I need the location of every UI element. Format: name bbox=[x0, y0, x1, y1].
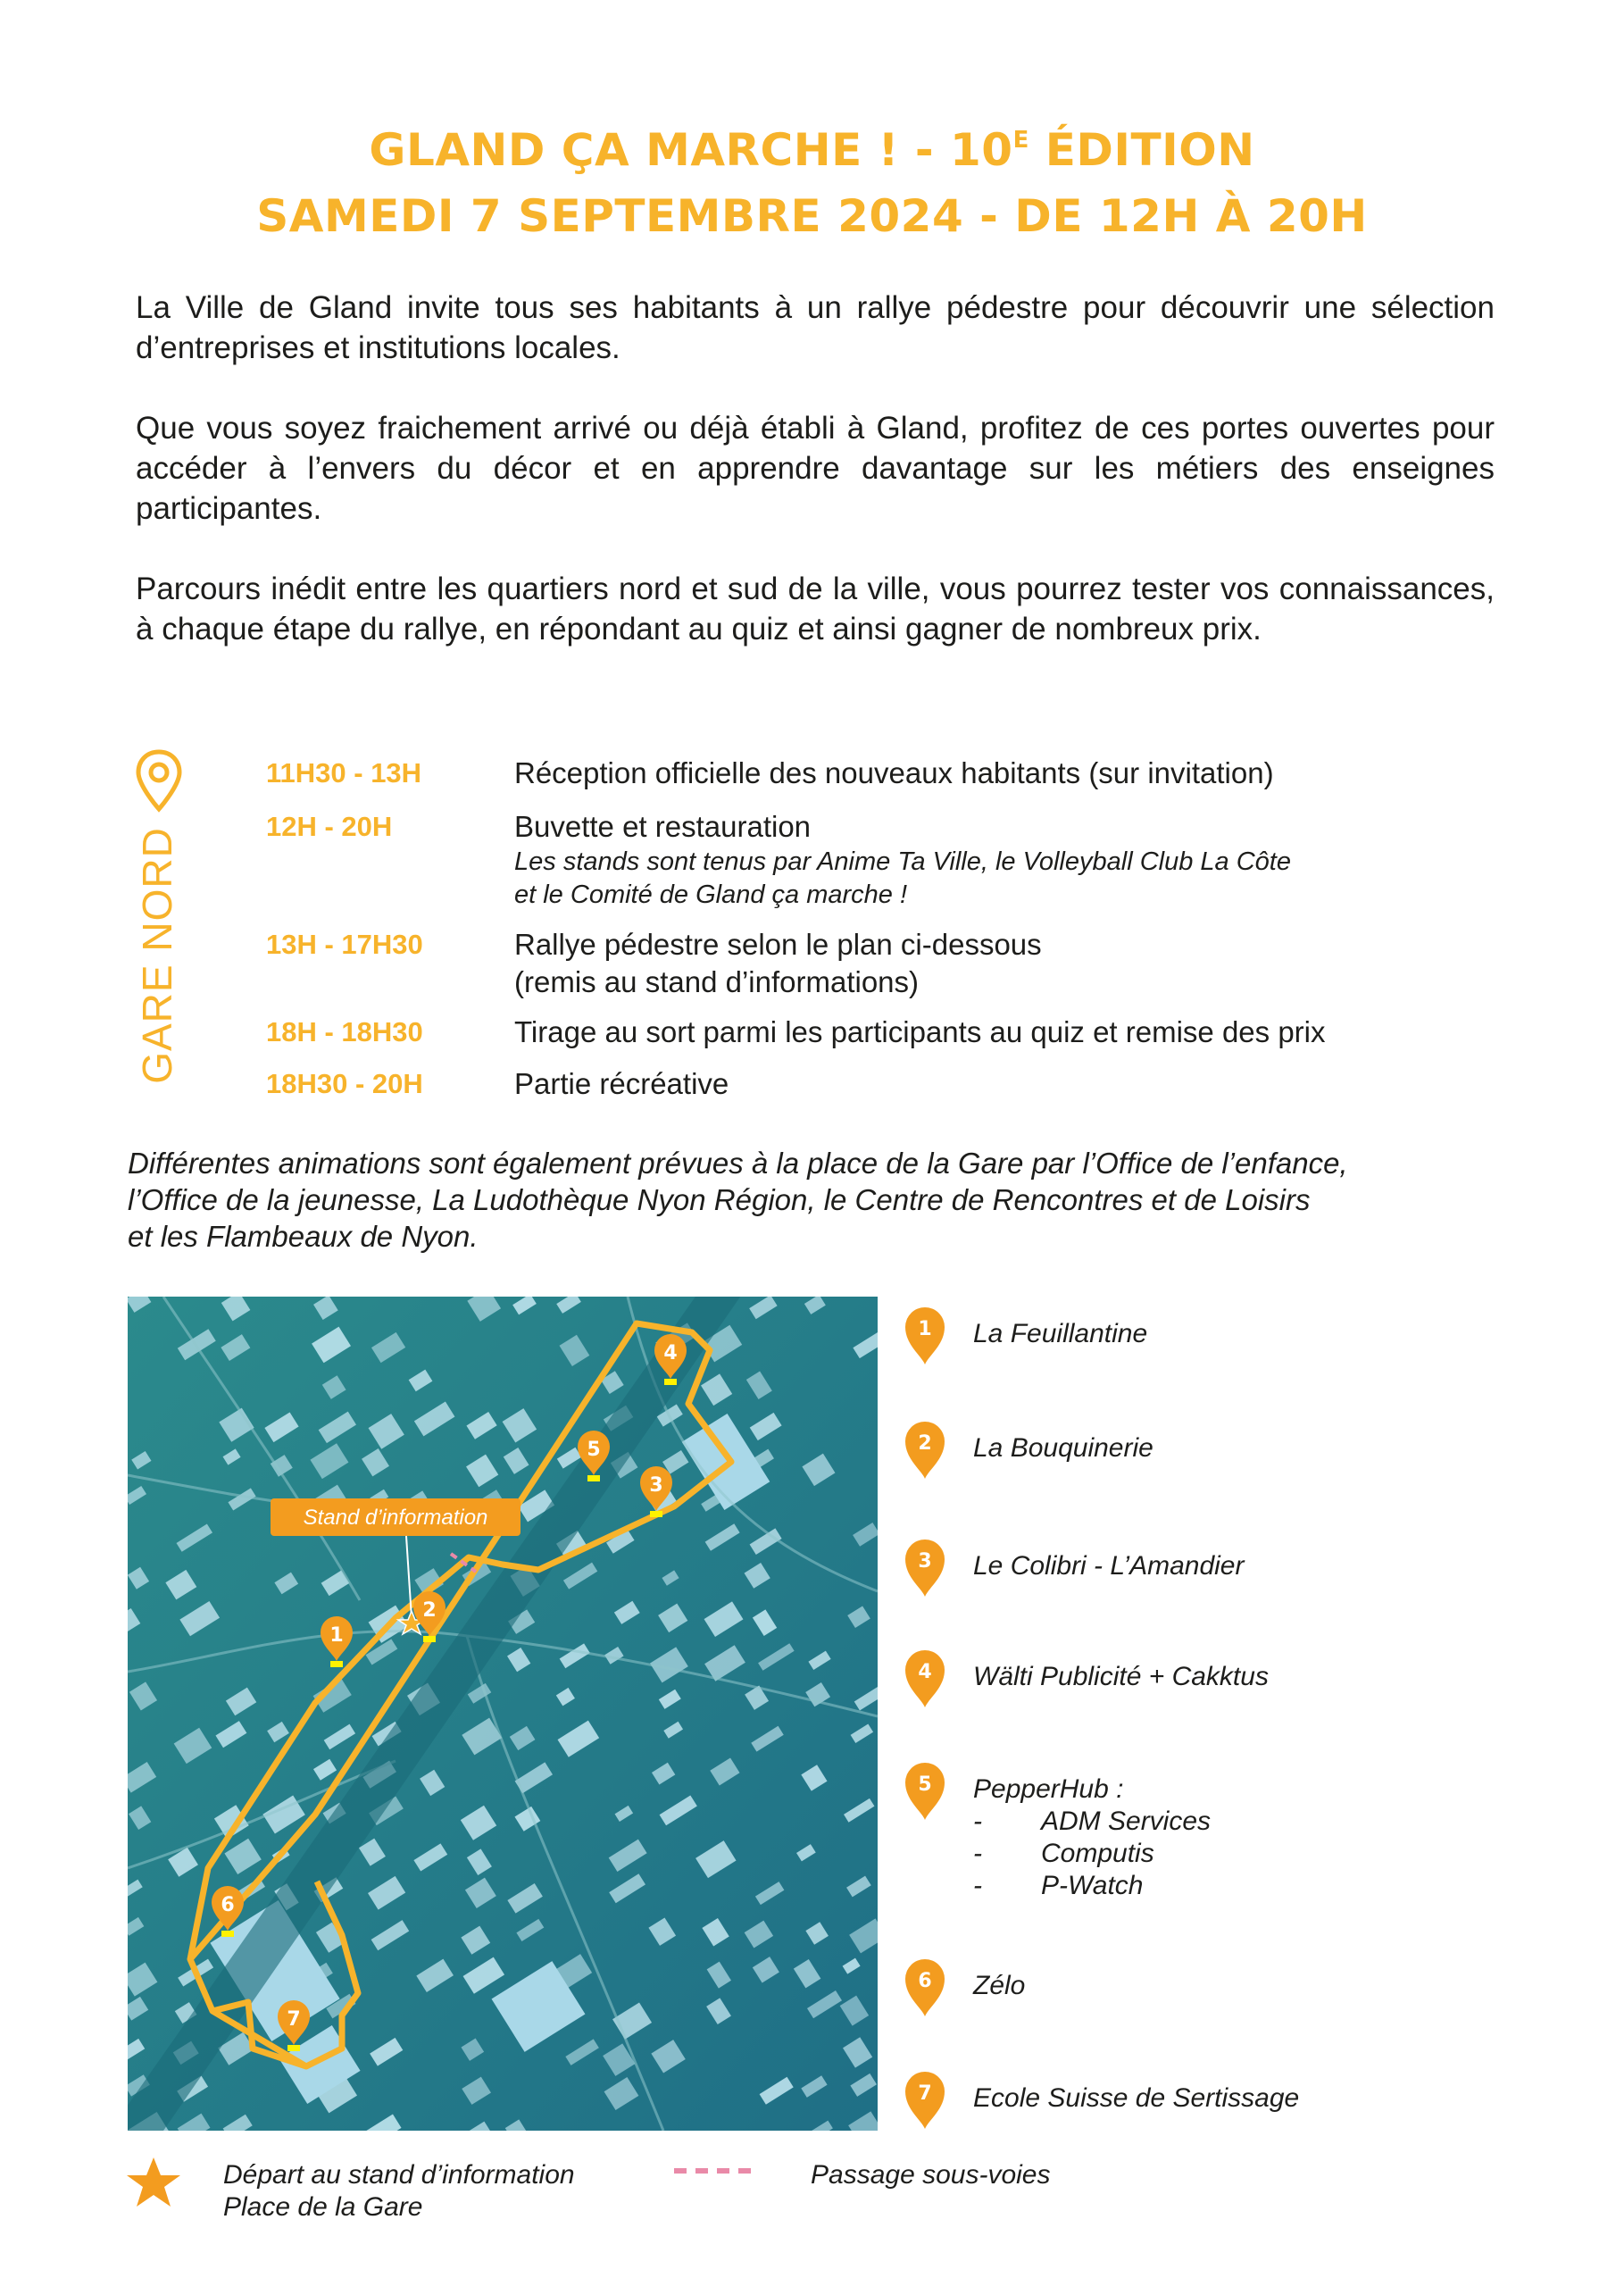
poi-name bbox=[973, 1432, 1153, 1464]
map-marker-label: 2 bbox=[422, 1599, 437, 1622]
poi-sub-name: ADM Services bbox=[1041, 1807, 1212, 1836]
title-line-2: SAMEDI 7 SEPTEMBRE 2024 - DE 12H À 20H bbox=[256, 190, 1368, 242]
start-star-icon bbox=[125, 2156, 182, 2209]
schedule-time: 18H30 - 20H bbox=[266, 1068, 423, 1099]
schedule-desc: Réception officielle des nouveaux habitants (sur invitation) bbox=[514, 756, 1274, 789]
stand-info-label: Stand d’information bbox=[303, 1506, 488, 1530]
title-superscript: E bbox=[1012, 127, 1029, 154]
map-marker-label: 6 bbox=[221, 1894, 235, 1916]
intro-paragraph-3: Parcours inédit entre les quartiers nord et sud de la ville, vous pourrez tester vos connaissances, à chaque étape du rallye, en répondant au quiz et ainsi gagner de nombreux prix. bbox=[136, 572, 1495, 647]
marker-number: 4 bbox=[918, 1661, 932, 1683]
schedule-time: 11H30 - 13H bbox=[266, 757, 422, 789]
map-marker-label: 4 bbox=[663, 1342, 678, 1364]
poi-sub-dash: - bbox=[973, 1839, 982, 1868]
schedule-desc bbox=[514, 808, 1516, 912]
poi-sub-item bbox=[973, 1838, 1211, 1870]
schedule-row bbox=[266, 755, 1516, 808]
poi-name bbox=[973, 1970, 1025, 2002]
schedule-desc bbox=[514, 926, 1516, 1001]
intro-text bbox=[136, 288, 1495, 689]
marker-pin-icon bbox=[904, 1761, 946, 1822]
animations-note bbox=[128, 1145, 1520, 1255]
marker-number: 7 bbox=[918, 2082, 932, 2105]
poi-sub-item bbox=[973, 1806, 1211, 1838]
intro-paragraph-2: Que vous soyez fraichement arrivé ou déjà établi à Gland, profitez de ces portes ouvertes pour accéder à l’envers du décor et en apprendre davantage sur les métiers des enseignes participantes. bbox=[136, 411, 1495, 526]
map-marker-base bbox=[221, 1931, 234, 1937]
schedule-time: 12H - 20H bbox=[266, 811, 393, 842]
poi-name-text: Ecole Suisse de Sertissage bbox=[973, 2083, 1300, 2113]
poi-name-text: Wälti Publicité + Cakktus bbox=[973, 1662, 1269, 1691]
animations-line: et les Flambeaux de Nyon. bbox=[128, 1220, 479, 1253]
map-marker-base bbox=[423, 1636, 436, 1642]
poi-name bbox=[973, 1318, 1147, 1350]
poi-sub-item bbox=[973, 1870, 1211, 1902]
marker-number: 5 bbox=[918, 1773, 932, 1796]
map-marker-label: 5 bbox=[587, 1439, 601, 1461]
title-line-1 bbox=[0, 107, 1624, 183]
legend-underpass: Passage sous-voies bbox=[811, 2160, 1051, 2190]
map-marker-label: 7 bbox=[287, 2008, 301, 2031]
schedule-time: 13H - 17H30 bbox=[266, 929, 423, 960]
underpass-dash-icon bbox=[674, 2166, 760, 2175]
legend-start-line: Place de la Gare bbox=[223, 2192, 423, 2222]
poi-name-text: Le Colibri - L’Amandier bbox=[973, 1551, 1245, 1581]
location-pin-icon bbox=[134, 748, 184, 813]
schedule-row bbox=[266, 808, 1516, 926]
poi-name-text: PepperHub : bbox=[973, 1774, 1124, 1804]
poi-name bbox=[973, 1661, 1269, 1693]
map-marker-base bbox=[587, 1475, 600, 1481]
schedule-desc: Partie récréative bbox=[514, 1067, 729, 1100]
schedule-desc-main: Rallye pédestre selon le plan ci-dessous bbox=[514, 928, 1042, 961]
marker-number: 3 bbox=[918, 1550, 932, 1573]
map-marker-label: 1 bbox=[329, 1624, 344, 1647]
title-part: GLAND ÇA MARCHE ! - 10 bbox=[369, 124, 1013, 176]
marker-number: 1 bbox=[918, 1318, 932, 1340]
map-marker-label: 3 bbox=[649, 1474, 663, 1497]
poi-name-text: La Feuillantine bbox=[973, 1319, 1148, 1348]
schedule-desc: Tirage au sort parmi les participants au quiz et remise des prix bbox=[514, 1015, 1326, 1048]
schedule bbox=[266, 755, 1516, 1110]
marker-pin-icon bbox=[904, 1957, 946, 2018]
map-marker-base bbox=[664, 1379, 677, 1385]
schedule-time: 18H - 18H30 bbox=[266, 1016, 423, 1047]
poi-name-text: Zélo bbox=[973, 1971, 1026, 2000]
poi-sub-dash: - bbox=[973, 1871, 982, 1900]
map-marker-base bbox=[287, 2045, 300, 2051]
animations-line: l’Office de la jeunesse, La Ludothèque Nyon Région, le Centre de Rencontres et de Loisirs bbox=[128, 1183, 1311, 1216]
poi-sub-name: Computis bbox=[1041, 1839, 1154, 1868]
map-marker-base bbox=[330, 1661, 343, 1667]
route-map bbox=[128, 1297, 878, 2131]
poi-name bbox=[973, 1550, 1244, 1582]
intro-paragraph-1: La Ville de Gland invite tous ses habitants à un rallye pédestre pour découvrir une sélection d’entreprises et institutions locales. bbox=[136, 290, 1495, 365]
marker-pin-icon bbox=[904, 1306, 946, 1366]
legend bbox=[0, 2154, 1624, 2243]
legend-start bbox=[223, 2159, 575, 2224]
marker-number: 2 bbox=[918, 1432, 932, 1455]
schedule-desc-sub: (remis au stand d’informations) bbox=[514, 965, 920, 998]
poi-name bbox=[973, 1773, 1211, 1902]
poi-sub-dash: - bbox=[973, 1807, 982, 1836]
schedule-row bbox=[266, 926, 1516, 1014]
marker-pin-icon bbox=[904, 1420, 946, 1481]
poi-name bbox=[973, 2082, 1299, 2115]
legend-start-line: Départ au stand d’information bbox=[223, 2160, 575, 2190]
marker-number: 6 bbox=[918, 1970, 932, 1992]
schedule-note: et le Comité de Gland ça marche ! bbox=[514, 880, 908, 909]
marker-pin-icon bbox=[904, 1538, 946, 1598]
schedule-desc-main: Buvette et restauration bbox=[514, 810, 812, 843]
poi-sub-name: P-Watch bbox=[1041, 1871, 1144, 1900]
marker-pin-icon bbox=[904, 2070, 946, 2131]
schedule-note: Les stands sont tenus par Anime Ta Ville, le Volleyball Club La Côte bbox=[514, 847, 1291, 876]
schedule-row bbox=[266, 1014, 1516, 1065]
map-marker-base bbox=[650, 1511, 662, 1517]
location-label: GARE NORD bbox=[134, 827, 180, 1084]
title-part: ÉDITION bbox=[1029, 124, 1255, 176]
marker-pin-icon bbox=[904, 1648, 946, 1709]
schedule-row bbox=[266, 1065, 1516, 1110]
poi-name-text: La Bouquinerie bbox=[973, 1433, 1153, 1463]
page-title bbox=[0, 107, 1624, 249]
animations-line: Différentes animations sont également prévues à la place de la Gare par l’Office de l’enfance, bbox=[128, 1147, 1348, 1180]
